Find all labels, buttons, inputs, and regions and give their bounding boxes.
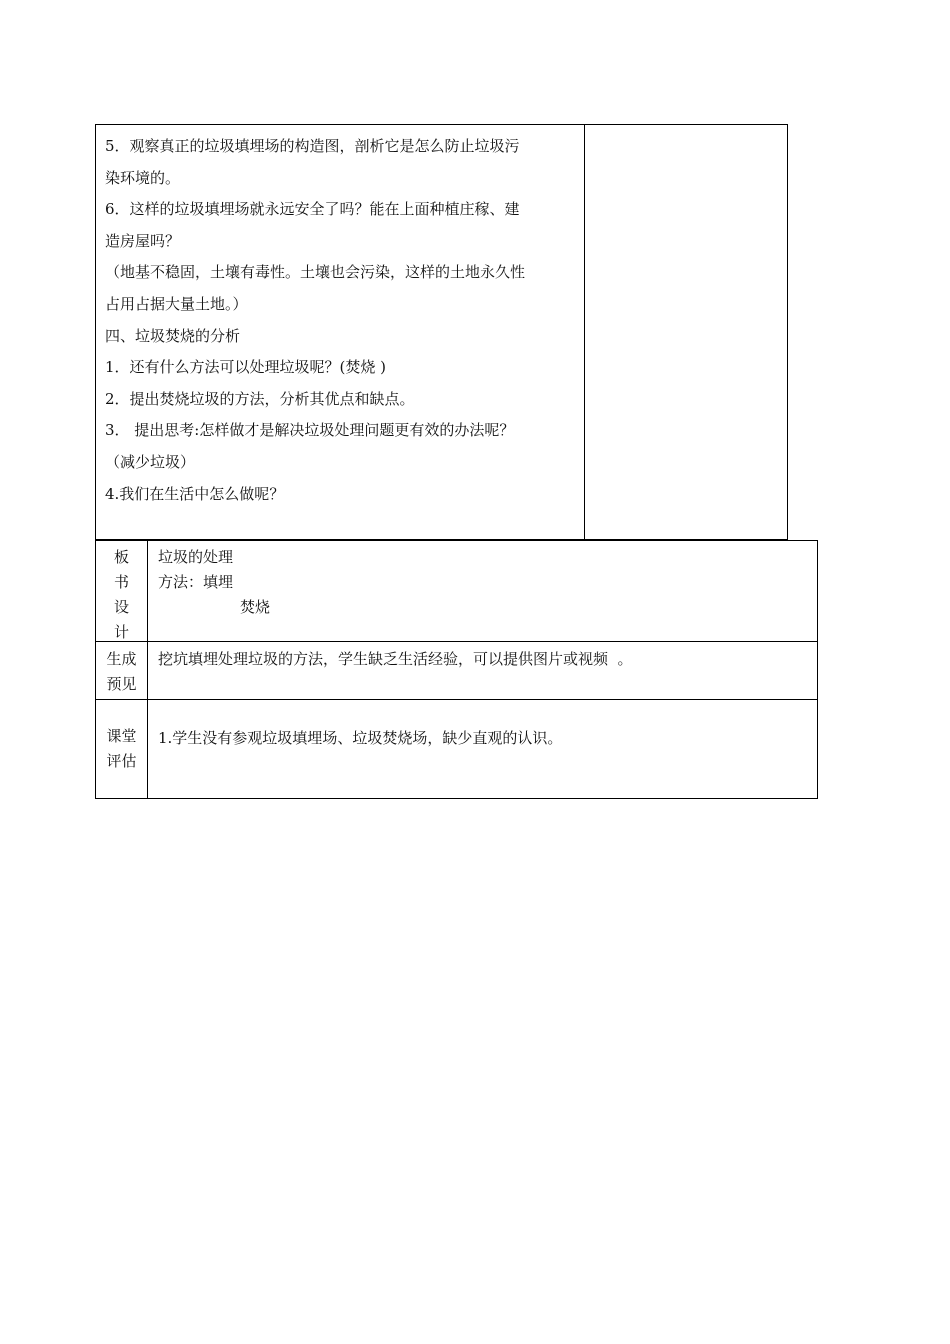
lesson-line: 2．提出焚烧垃圾的方法，分析其优点和缺点。 [105,389,415,408]
evaluation-label: 课堂 评估 [106,727,137,770]
lesson-line: 5．观察真正的垃圾填埋场的构造图，剖析它是怎么防止垃圾污 [105,137,520,155]
preview-content [158,647,798,672]
column-divider [584,125,585,539]
lesson-line: （减少垃圾） [105,452,196,471]
evaluation-text: 1.学生没有参观垃圾填埋场、垃圾焚烧场，缺少直观的认识。 [158,729,563,747]
evaluation-content [158,726,798,751]
lesson-line: 占用占据大量土地。） [105,294,248,313]
board-design-content [158,545,798,620]
lesson-steps [105,131,575,510]
lesson-line: （地基不稳固，土壤有毒性。土壤也会污染，这样的土地永久性 [105,263,526,282]
lesson-line: 染环境的。 [105,168,181,187]
label-column-divider [147,541,148,798]
lesson-line: 1．还有什么方法可以处理垃圾呢？(焚烧 ) [105,358,387,377]
lesson-line: 6．这样的垃圾填埋场就永远安全了吗？能在上面种植庄稼、建 [105,200,520,219]
board-title: 垃圾的处理 [158,548,234,566]
board-design-label: 板 书 设 计 [113,548,129,641]
lesson-content-table [95,124,788,540]
preview-label: 生成 预见 [106,650,137,693]
preview-text: 挖坑填埋处理垃圾的方法，学生缺乏生活经验，可以提供图片或视频 。 [158,650,633,668]
section-heading: 四、垃圾焚烧的分析 [105,326,241,345]
row-divider [96,699,817,700]
lesson-line: 造房屋吗？ [105,231,181,250]
board-method: 方法：填埋 [158,573,234,591]
board-method-incineration: 焚烧 [240,598,271,616]
lesson-line: 3． 提出思考:怎样做才是解决垃圾处理问题更有效的办法呢？ [105,421,515,440]
lesson-summary-table [95,540,818,799]
row-divider [96,641,817,642]
lesson-line: 4.我们在生活中怎么做呢？ [105,484,285,503]
